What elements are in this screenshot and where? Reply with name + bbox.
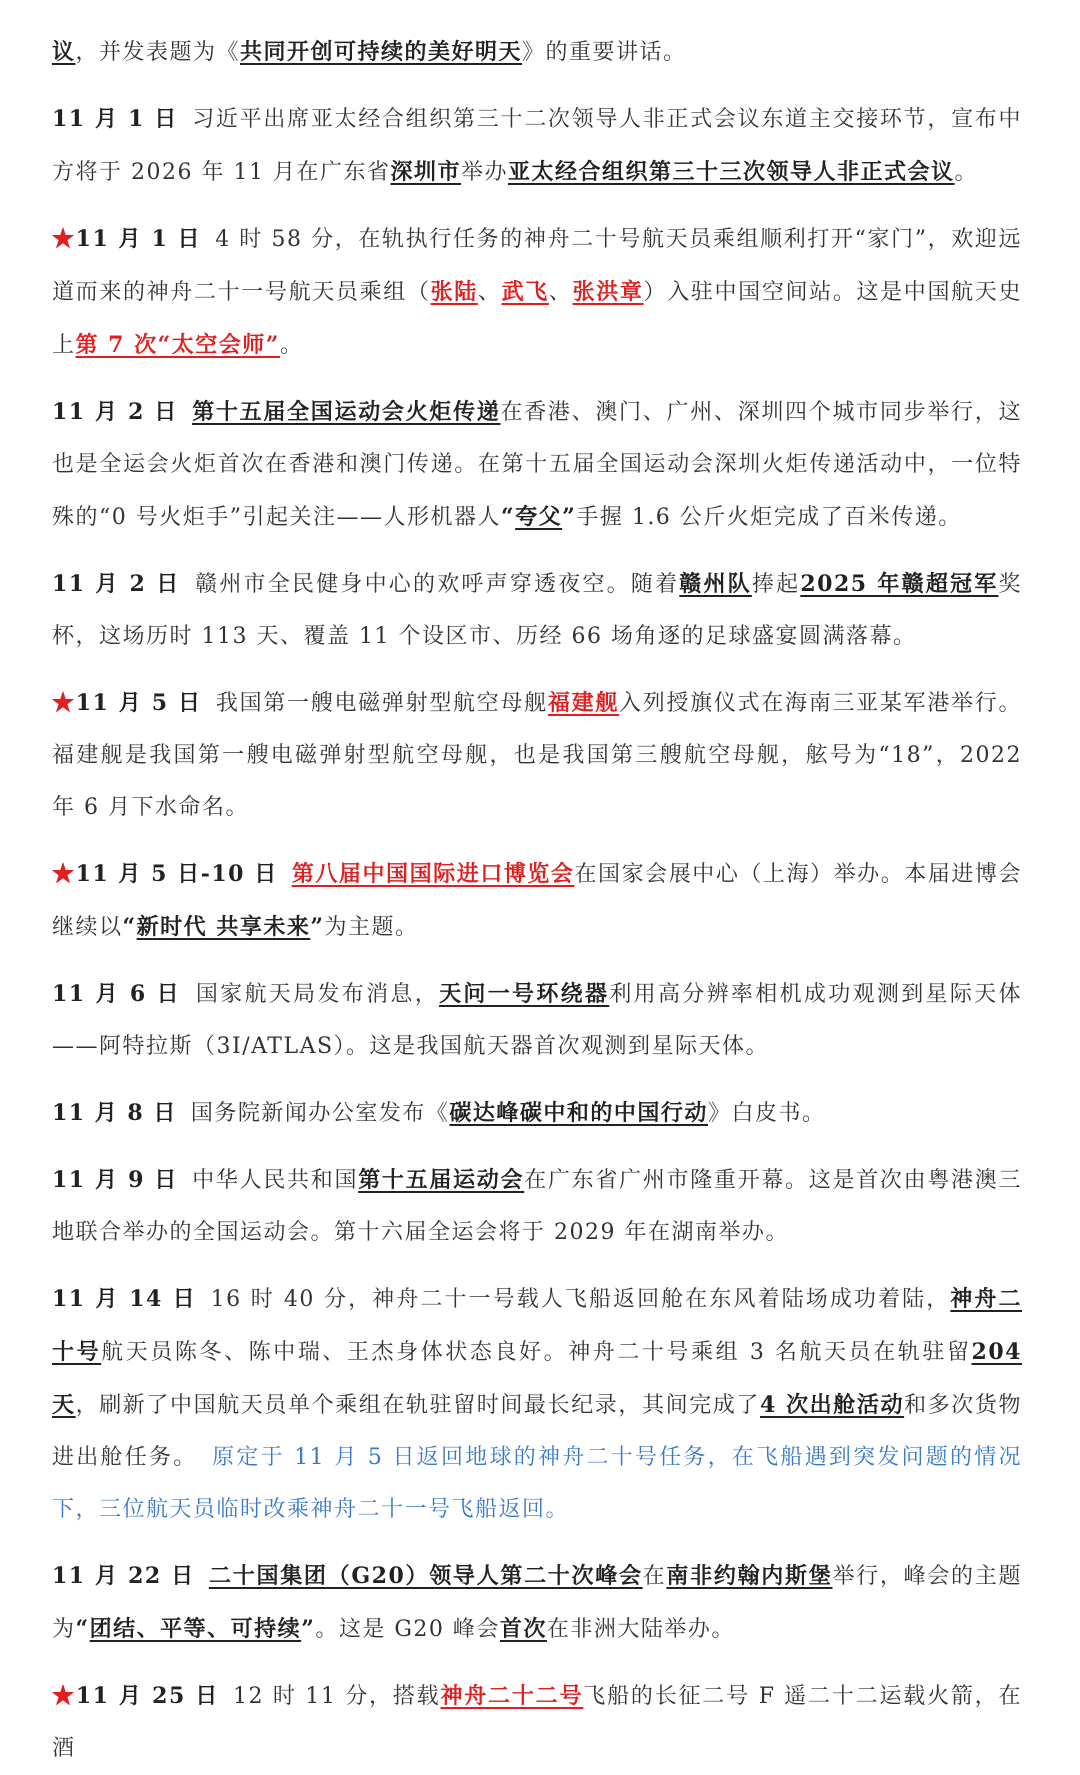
entry-text: 4 时 58 分，在轨执行任务的神舟二十号航天员乘组顺利打开“家门”，欢迎远道而来的神舟二十一号航天员乘组（	[52, 227, 1022, 305]
entry-date: 11 月 5 日	[75, 690, 202, 716]
highlight-g20: 二十国集团（G20）领导人第二十次峰会	[208, 1563, 643, 1589]
entry-text: 在非洲大陆举办。	[546, 1617, 735, 1642]
entry-date: 11 月 6 日	[52, 981, 182, 1007]
entry-text: 。这是 G20 峰会	[315, 1617, 500, 1642]
entry-text: 为主题。	[324, 915, 419, 940]
entry-nov-2-torch	[52, 386, 1022, 544]
text-fragment: 》的重要讲话。	[522, 40, 687, 65]
entry-nov-6-tianwen	[52, 968, 1022, 1073]
star-icon: ★	[52, 1683, 76, 1709]
blue-note: 原定于 11 月 5 日返回地球的神舟二十号任务，在飞船遇到突发问题的情况下，三位航天员临时改乘神舟二十一号飞船返回。	[52, 1445, 1022, 1522]
entry-text: 。	[279, 333, 304, 358]
highlight-shenzhou-20: 神舟二十号	[52, 1286, 1022, 1365]
entry-text: ，刷新了中国航天员单个乘组在轨驻留时间最长纪录，其间完成了	[75, 1393, 761, 1418]
entry-text: 举行，峰会的主题为	[52, 1564, 1022, 1642]
entry-date: 11 月 22 日	[52, 1563, 195, 1589]
text-fragment: 议	[52, 39, 76, 65]
entry-text: 中华人民共和国	[191, 1168, 359, 1193]
entry-text: 在广东省广州市隆重开幕。这是首次由粤港澳三地联合举办的全国运动会。第十六届全运会将于 2029 年在湖南举办。	[52, 1168, 1022, 1245]
highlight-theme: 新时代 共享未来	[136, 914, 311, 940]
entry-text: 国务院新闻办公室发布《	[190, 1101, 450, 1126]
entry-text: 利用高分辨率相机成功观测到星际天体——阿特拉斯（3I/ATLAS）。这是我国航天器首次观测到星际天体。	[52, 982, 1022, 1059]
quote-mark: ”	[301, 1616, 316, 1642]
highlight-space-meeting: 第 7 次“太空会师”	[75, 332, 280, 358]
highlight-g20-theme: 团结、平等、可持续	[89, 1616, 302, 1642]
entry-date: 11 月 9 日	[52, 1167, 178, 1193]
highlight-tianwen: 天问一号环绕器	[439, 981, 610, 1007]
astronaut-name: 张洪章	[572, 279, 644, 305]
entry-nov-5-expo	[52, 848, 1022, 954]
highlight-torch-relay: 第十五届全国运动会火炬传递	[191, 399, 501, 425]
highlight-whitepaper: 碳达峰碳中和的中国行动	[449, 1100, 708, 1126]
highlight-national-games: 第十五届运动会	[358, 1167, 525, 1193]
entry-text: 奖杯，这场历时 113 天、覆盖 11 个设区市、历经 66 场角逐的足球盛宴圆满落幕。	[52, 572, 1022, 649]
quote-mark: “	[75, 1616, 90, 1642]
entry-nov-25-shenzhou-22	[52, 1670, 1022, 1775]
entry-nov-14-return	[52, 1273, 1022, 1536]
entry-date: 11 月 1 日	[52, 106, 178, 132]
entry-text: 我国第一艘电磁弹射型航空母舰	[215, 691, 548, 716]
entry-nov-2-ganzhou	[52, 558, 1022, 663]
entry-text: ）入驻中国空间站。这是中国航天史上	[52, 280, 1022, 358]
entry-date: 11 月 5 日-10 日	[75, 861, 278, 887]
entry-text: 入列授旗仪式在海南三亚某军港举行。福建舰是我国第一艘电磁弹射型航空母舰，也是我国第三艘航空母舰，舷号为“18”，2022 年 6 月下水命名。	[52, 691, 1022, 820]
highlight-kuafu: 夸父	[515, 504, 563, 530]
entry-date: 11 月 14 日	[52, 1286, 197, 1312]
entry-date: 11 月 25 日	[75, 1683, 220, 1709]
entry-text: 12 时 11 分，搭载	[233, 1684, 441, 1709]
quote-mark: ”	[310, 914, 325, 940]
quote-mark: “	[501, 504, 516, 530]
entry-nov-22-g20	[52, 1550, 1022, 1656]
highlight-eva: 4 次出舱活动	[760, 1392, 905, 1418]
highlight-shenzhen: 深圳市	[390, 159, 461, 185]
highlight-shenzhou-22: 神舟二十二号	[440, 1683, 584, 1709]
entry-text: 飞船的长征二号 F 遥二十二运载火箭，在酒	[52, 1684, 1022, 1761]
highlight-apec-33: 亚太经合组织第三十三次领导人非正式会议	[508, 159, 955, 185]
entry-date: 11 月 1 日	[75, 226, 202, 252]
entry-nov-9-games	[52, 1154, 1022, 1259]
astronaut-name: 武飞	[501, 279, 549, 305]
entry-text: 。	[954, 160, 979, 185]
highlight-ganzhou-team: 赣州队	[679, 571, 752, 597]
speech-title: 共同开创可持续的美好明天	[240, 39, 523, 65]
highlight-johannesburg: 南非约翰内斯堡	[666, 1563, 833, 1589]
entry-date: 11 月 2 日	[52, 399, 178, 425]
quote-mark: “	[122, 914, 137, 940]
astronaut-name: 张陆	[430, 279, 478, 305]
entry-text: 手握 1.6 公斤火炬完成了百米传递。	[576, 505, 962, 530]
star-icon: ★	[52, 226, 76, 252]
entry-text: 和多次货物进出舱任务。	[52, 1393, 1022, 1470]
entry-text: 在香港、澳门、广州、深圳四个城市同步举行，这也是全运会火炬首次在香港和澳门传递。在第十五届全国运动会深圳火炬传递活动中，一位特殊的“0 号火炬手”引起关注——人形机器人	[52, 400, 1022, 530]
entry-apec-speech	[52, 26, 1022, 79]
highlight-first-time: 首次	[499, 1616, 547, 1642]
entry-text: 》白皮书。	[707, 1101, 826, 1126]
separator: 、	[548, 280, 573, 305]
entry-text: 举办	[460, 160, 508, 185]
entry-nov-5-fujian	[52, 677, 1022, 834]
text-fragment: ，并发表题为《	[75, 40, 241, 65]
highlight-204-days: 204 天	[52, 1339, 1022, 1418]
separator: 、	[477, 280, 502, 305]
entry-nov-1-apec	[52, 93, 1022, 199]
entry-text: 16 时 40 分，神舟二十一号载人飞船返回舱在东风着陆场成功着陆，	[210, 1287, 951, 1312]
entry-nov-8-whitepaper	[52, 1087, 1022, 1140]
highlight-champion: 2025 年赣超冠军	[800, 571, 999, 597]
highlight-fujian-carrier: 福建舰	[547, 690, 620, 716]
star-icon: ★	[52, 690, 76, 716]
quote-mark: ”	[562, 504, 577, 530]
highlight-ciie: 第八届中国国际进口博览会	[291, 861, 575, 887]
entry-text: 在	[642, 1564, 667, 1589]
entry-text: 赣州市全民健身中心的欢呼声穿透夜空。随着	[194, 572, 680, 597]
entry-date: 11 月 8 日	[52, 1100, 177, 1126]
star-icon: ★	[52, 861, 76, 887]
entry-text: 在国家会展中心（上海）举办。本届进博会继续以	[52, 862, 1022, 940]
entry-nov-1-shenzhou	[52, 213, 1022, 372]
entry-text: 航天员陈冬、陈中瑞、王杰身体状态良好。神舟二十号乘组 3 名航天员在轨驻留	[101, 1340, 972, 1365]
entry-text: 国家航天局发布消息，	[195, 982, 440, 1007]
entry-text: 习近平出席亚太经合组织第三十二次领导人非正式会议东道主交接环节，宣布中方将于 2026 年 11 月在广东省	[52, 107, 1022, 185]
entry-text: 捧起	[751, 572, 801, 597]
entry-date: 11 月 2 日	[52, 571, 181, 597]
